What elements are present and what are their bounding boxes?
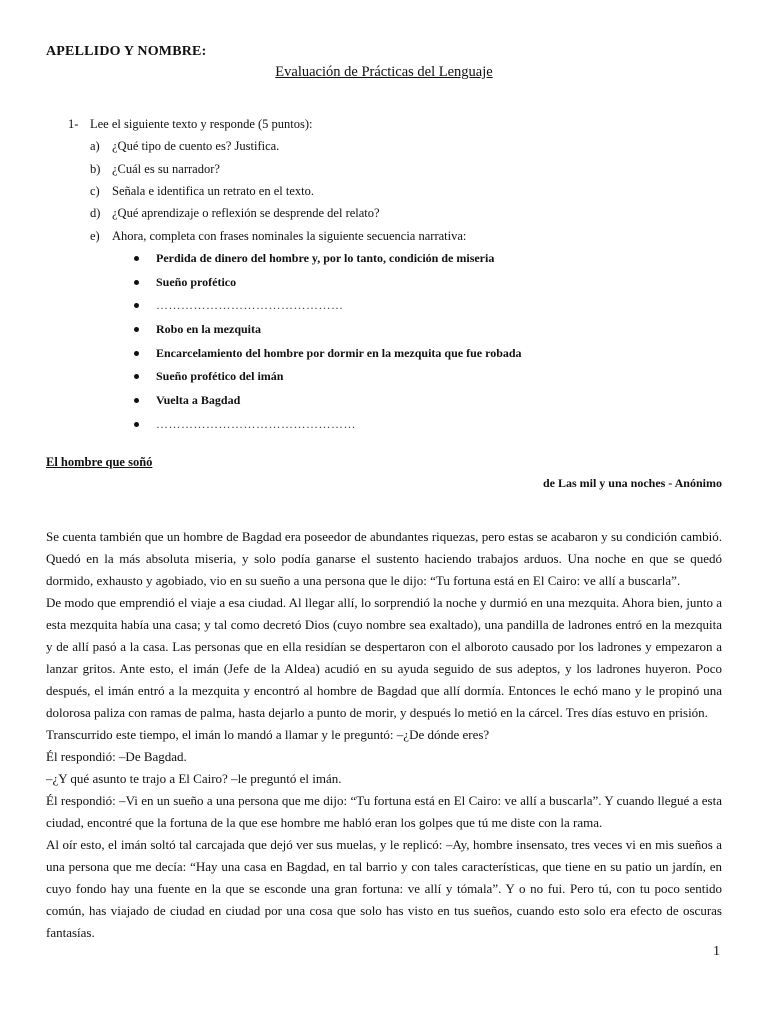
sequence-item: Encarcelamiento del hombre por dormir en la mezquita que fue robada [134,345,522,369]
question-text: Lee el siguiente texto y responde (5 puntos): [90,117,313,131]
story-source: de Las mil y una noches - Anónimo [542,476,722,490]
item-text: ¿Qué tipo de cuento es? Justifica. [112,139,280,153]
bullet-icon [134,374,139,379]
sequence-item: Perdida de dinero del hombre y, por lo tanto, condición de miseria [134,250,522,274]
item-letter: a) [90,139,100,153]
story-paragraph: Se cuenta también que un hombre de Bagdad era poseedor de abundantes riquezas, pero estas se acabaron y su condición cambió. Quedó en la más absoluta miseria, y solo podía ganarse el sustento haciendo trabajos arduos. Una noche en que se quedó dormido, exhausto y agobiado, vio en su sueño a una persona que le dijo: “Tu fortuna está en El Cairo: ve allí a buscarla”. [46,529,722,588]
story-title: El hombre que soñó [46,455,153,469]
question-item-e [90,229,466,244]
story-paragraph: De modo que emprendió el viaje a esa ciudad. Al llegar allí, lo sorprendió la noche y durmió en una mezquita. Ahora bien, junto a esta mezquita había una casa; y tal como decretó Dios (cuyo nombre sea exaltado), una pandilla de ladrones entró en la mezquita y de allí pasó a la casa. Las personas que en ella residían se despertaron con el alboroto causado por los ladrones y empezaron a lanzar gritos. Ante esto, el imán (Jefe de la Aldea) acudió en su ayuda seguido de sus adeptos, y los ladrones huyeron. Poco después, el imán entró a la mezquita y encontró al hombre de Bagdad que allí dormía. Entonces le echó mano y le propinó una dolorosa paliza con ramas de palma, hasta dejarlo a punto de morir, y después lo metió en la cárcel. Tres días estuvo en prisión. [46,595,722,720]
sequence-item: Robo en la mezquita [134,321,522,345]
item-letter: e) [90,229,100,243]
story-paragraph: Transcurrido este tiempo, el imán lo mandó a llamar y le preguntó: –¿De dónde eres? [46,727,490,742]
question-number: 1- [68,117,79,131]
sequence-item: Sueño profético del imán [134,368,522,392]
name-field-label: APELLIDO Y NOMBRE: [46,44,207,59]
item-text: ¿Qué aprendizaje o reflexión se desprende del relato? [112,206,380,220]
item-text: Ahora, completa con frases nominales la siguiente secuencia narrativa: [112,229,467,243]
story-paragraph: –¿Y qué asunto te trajo a El Cairo? –le preguntó el imán. [46,771,342,786]
page-number: 1 [713,944,720,959]
bullet-icon [134,422,139,427]
item-text: ¿Cuál es su narrador? [112,162,220,176]
item-text: Señala e identifica un retrato en el texto. [112,184,314,198]
narrative-sequence-list [134,250,522,440]
question-item-a [90,139,279,154]
question-item-b [90,162,220,177]
item-letter: b) [90,162,101,176]
story-paragraph: Él respondió: –De Bagdad. [46,749,187,764]
bullet-icon [134,398,139,403]
item-letter: c) [90,184,100,198]
question-1 [68,117,313,132]
question-item-c [90,184,314,199]
bullet-icon [134,280,139,285]
sequence-blank: ………………………………………… [134,416,522,440]
bullet-icon [134,303,139,308]
sequence-blank: ……………………………………… [134,297,522,321]
sequence-item: Vuelta a Bagdad [134,392,522,416]
item-letter: d) [90,206,101,220]
story-paragraph: Al oír esto, el imán soltó tal carcajada que dejó ver sus muelas, y le replicó: –Ay, hombre insensato, tres veces vi en mis sueños a una persona que me decía: “Hay una casa en Bagdad, en tal barrio y con tales características, que tiene en su patio un jardín, en cuyo fondo hay una fuente en la que se esconde una gran fortuna: ve allí y tómala”. Y o no fui. Pero tú, con tu poco sentido común, has viajado de ciudad en ciudad por una cosa que solo has visto en tus sueños, cuando esto solo era efecto de oscuras fantasías. [46,837,722,940]
story-paragraph: Él respondió: –Vi en un sueño a una persona que me dijo: “Tu fortuna está en El Cairo: ve allí a buscarla”. Y cuando llegué a esta ciudad, encontré que la fortuna de la que ese hombre me habló eran los golpes que tú me diste con la rama. [46,793,722,830]
question-item-d [90,206,380,221]
sequence-item: Sueño profético [134,274,522,298]
bullet-icon [134,351,139,356]
bullet-icon [134,256,139,261]
bullet-icon [134,327,139,332]
page-title-text: Evaluación de Prácticas del Lenguaje [275,64,493,80]
story-body [46,526,722,944]
page-title [0,64,768,81]
